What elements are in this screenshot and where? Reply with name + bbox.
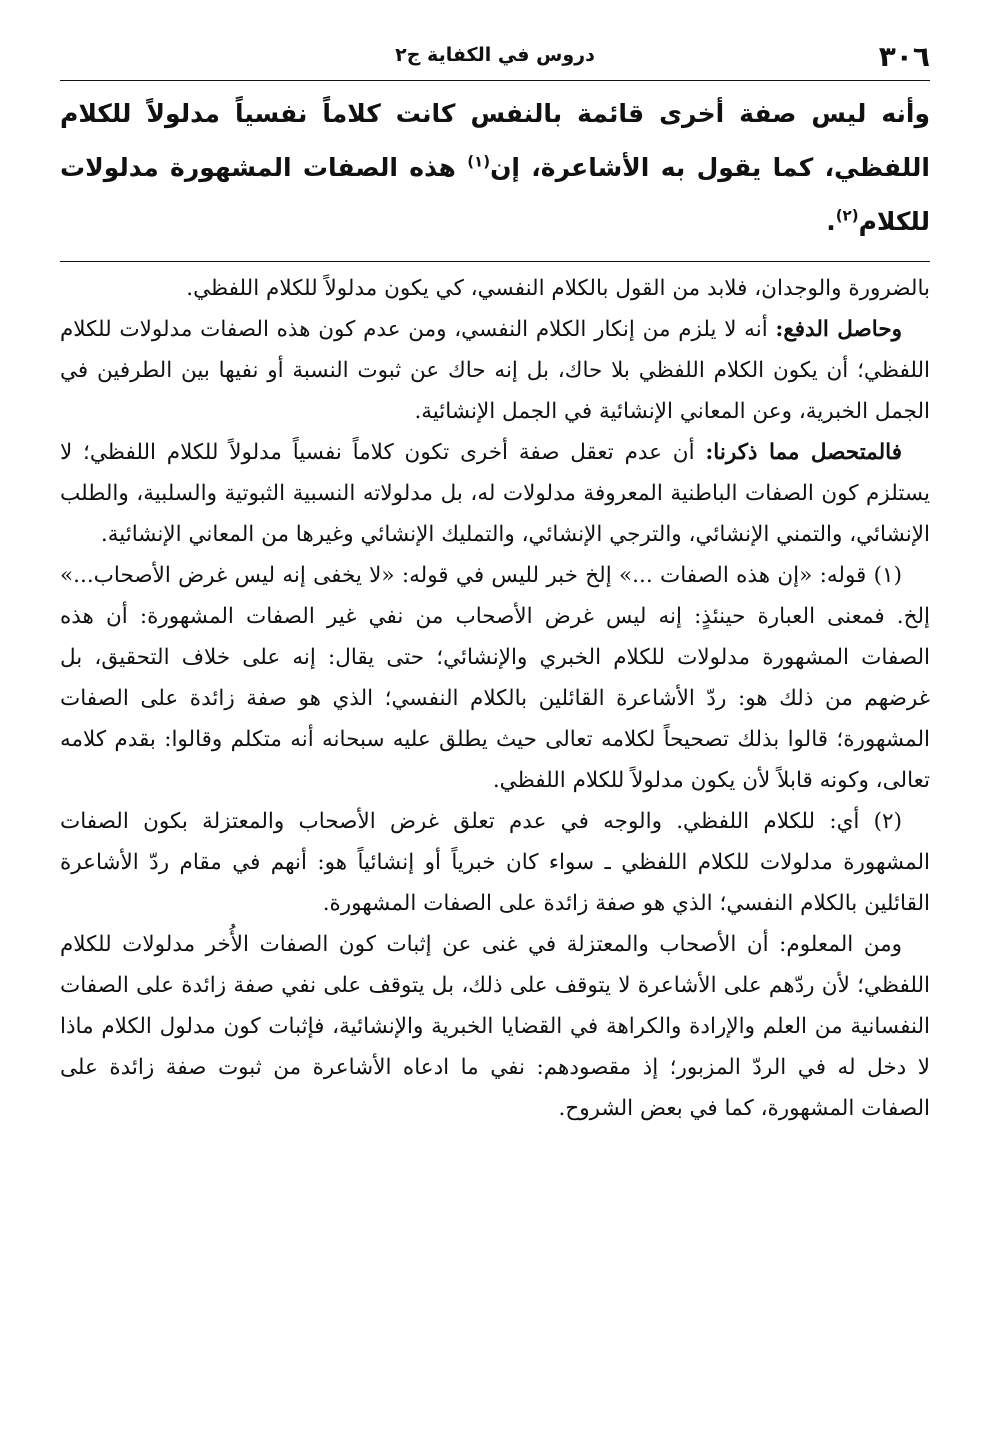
page-number: ٣٠٦: [878, 40, 930, 73]
paragraph-lead: وحاصل الدفع:: [775, 317, 902, 342]
commentary-paragraph: بالضرورة والوجدان، فلابد من القول بالكلام النفسي، كي يكون مدلولاً للكلام اللفظي.: [186, 276, 930, 301]
paragraph-lead: فالمتحصل مما ذكرنا:: [705, 440, 902, 465]
commentary-paragraph: فالمتحصل مما ذكرنا: أن عدم تعقل صفة أخرى تكون كلاماً نفسياً مدلولاً للكلام اللفظي؛ لا يستلزم كون الصفات الباطنية المعروفة مدلولات له، بل مدلولاته النسبية الثبوتية والسلبية، والطلب الإنشائي، والتمني الإنشائي، والترجي الإنشائي، والتمليك الإنشائي وغيرها من المعاني الإنشائية.: [60, 440, 930, 547]
commentary-paragraph: وحاصل الدفع: أنه لا يلزم من إنكار الكلام النفسي، ومن عدم كون هذه الصفات مدلولات للكلام اللفظي؛ أن يكون الكلام اللفظي بلا حاك، بل إنه حاك عن ثبوت النسبة أو نفيها بين الطرفين في الجمل الخبرية، وعن المعاني الإنشائية في الجمل الإنشائية.: [60, 317, 930, 424]
main-text-part1: وأنه ليس صفة أخرى قائمة بالنفس كانت كلاماً نفسياً مدلولاً للكلام اللفظي، كما يقول به الأشاعرة، إن: [60, 99, 930, 182]
footnote-ref-1[interactable]: (١): [467, 152, 491, 171]
main-text-part3: .: [826, 207, 836, 236]
footnote-1: (١) قوله: «إن هذه الصفات ...» إلخ خبر لليس في قوله: «لا يخفى إنه ليس غرض الأصحاب...» إلخ. فمعنى العبارة حينئذٍ: إنه ليس غرض الأصحاب من نفي غير الصفات المشهورة: أن هذه الصفات المشهورة مدلولات للكلام الخبري والإنشائي؛ حتى يقال: إنه على خلاف التحقيق، بل غرضهم من ذلك هو: ردّ الأشاعرة القائلين بالكلام النفسي؛ الذي هو صفة زائدة على الصفات المشهورة؛ قالوا بذلك تصحيحاً لكلامه تعالى حيث يطلق عليه سبحانه أنه متكلم وقالوا: بقدم كلامه تعالى، وكونه قابلاً لأن يكون مدلولاً للكلام اللفظي.: [60, 563, 930, 793]
page: [60, 30, 930, 1430]
main-text-part2: هذه الصفات المشهورة مدلولات للكلام: [60, 153, 930, 236]
running-title: دروس في الكفاية ج٢: [395, 44, 595, 66]
footnote-2: (٢) أي: للكلام اللفظي. والوجه في عدم تعلق غرض الأصحاب والمعتزلة بكون الصفات المشهورة مدلولات للكلام اللفظي ـ سواء كان خبرياً أو إنشائياً هو: أنهم في مقام ردّ الأشاعرة القائلين بالكلام النفسي؛ الذي هو صفة زائدة على الصفات المشهورة.: [60, 809, 930, 916]
commentary: [60, 268, 930, 1129]
main-text: [60, 87, 930, 249]
commentary-paragraph: ومن المعلوم: أن الأصحاب والمعتزلة في غنى عن إثبات كون الصفات الأُخر مدلولات للكلام اللفظي؛ لأن ردّهم على الأشاعرة لا يتوقف على ذلك، بل يتوقف على نفي صفة زائدة على الصفات النفسانية من العلم والإرادة والكراهة في القضايا الخبرية والإنشائية، فإثبات كون مدلول الكلام ماذا لا دخل له في الردّ المزبور؛ إذ مقصودهم: نفي ما ادعاه الأشاعرة من ثبوت صفة زائدة على الصفات المشهورة، كما في بعض الشروح.: [60, 932, 930, 1121]
page-header: [60, 30, 930, 81]
footnote-divider: [60, 261, 930, 262]
footnote-ref-2[interactable]: (٢): [835, 206, 859, 225]
